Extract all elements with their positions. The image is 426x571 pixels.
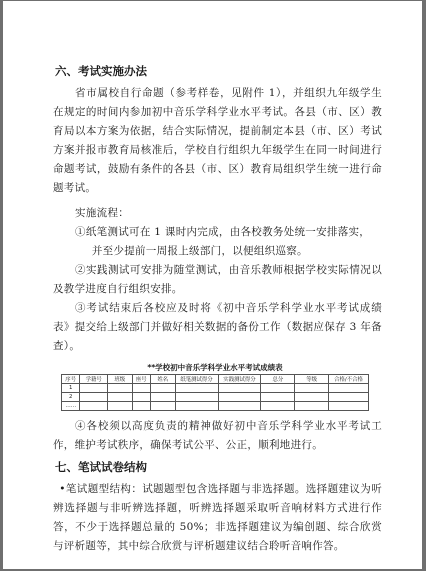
section-heading-paper-structure: 七、笔试试卷结构 <box>55 460 147 474</box>
score-table-title: **学校初中音乐学科学业水平考试成绩表 <box>147 363 283 372</box>
section-heading-exam-method: 六、考试实施办法 <box>55 64 147 78</box>
paragraph-exam-method: 省市属校自行命题（参考样卷，见附件 1），并组织九年级学生在规定的时间内参加初中音乐学科学业水平考试。各县（市、区）教育局以本方案为依据，结合实际情况，提前制定本县（市、区）考试方案并报市教育局核准后，学校自行组织九年级学生在同一时间进行命题考试，鼓励有条件的各县（市、区）教育局组织学生统一进行命题考试。 <box>53 87 382 194</box>
step-2: ②实践测试可安排为随堂测试，由音乐教师根据学校实际情况以及教学进度自行组织安排。 <box>53 264 382 295</box>
step-3: ③考试结束后各校应及时将《初中音乐学科学业水平考试成绩表》提交给上级部门并做好相关数据的备份工作（数据应保存 3 年备查）。 <box>53 302 382 352</box>
table-header-cell: 座号 <box>132 375 150 384</box>
table-header-cell: 总分 <box>261 375 295 384</box>
table-header-cell: 合格/不合格 <box>329 375 369 384</box>
score-table-block <box>61 362 369 411</box>
paragraph-question-types: •笔试题型结构：试题题型包含选择题与非选择题。选择题建议为听辨选择题与非听辨选择题，听辨选择题采取听音响材料方式进行作答，不少于选择题总量的 50%；非选择题建议为编创题、综合欣赏与评析题等，其中综合欣赏与评析题建议结合聆听音响作答。 <box>53 483 382 552</box>
document-page <box>3 1 422 569</box>
table-header-cell: 班级 <box>108 375 133 384</box>
table-cell-index: 2 <box>62 393 80 402</box>
table-cell-index: 1 <box>62 384 80 393</box>
table-header-cell: 等级 <box>295 375 329 384</box>
step-1-line-2: 并至少提前一周报上级部门，以便组织巡察。 <box>91 245 308 257</box>
table-header-cell: 实践测试得分 <box>218 375 261 384</box>
table-row <box>62 402 369 411</box>
flow-label: 实施流程： <box>75 207 130 219</box>
table-header-cell: 纸笔测试得分 <box>175 375 218 384</box>
table-header-cell: 姓名 <box>150 375 175 384</box>
table-row <box>62 393 369 402</box>
table-header-cell: 序号 <box>62 375 80 384</box>
score-table <box>61 374 369 411</box>
step-1-line-1: ①纸笔测试可在 1 课时内完成，由各校教务处统一安排落实， <box>75 226 371 238</box>
table-cell-index: …… <box>62 402 80 411</box>
table-header-row <box>62 375 369 384</box>
table-row <box>62 384 369 393</box>
table-header-cell: 学籍号 <box>80 375 108 384</box>
step-4: ④各校须以高度负责的精神做好初中音乐学科学业水平考试工作，维护考试秩序，确保考试公平、公正，顺利地进行。 <box>53 420 382 451</box>
